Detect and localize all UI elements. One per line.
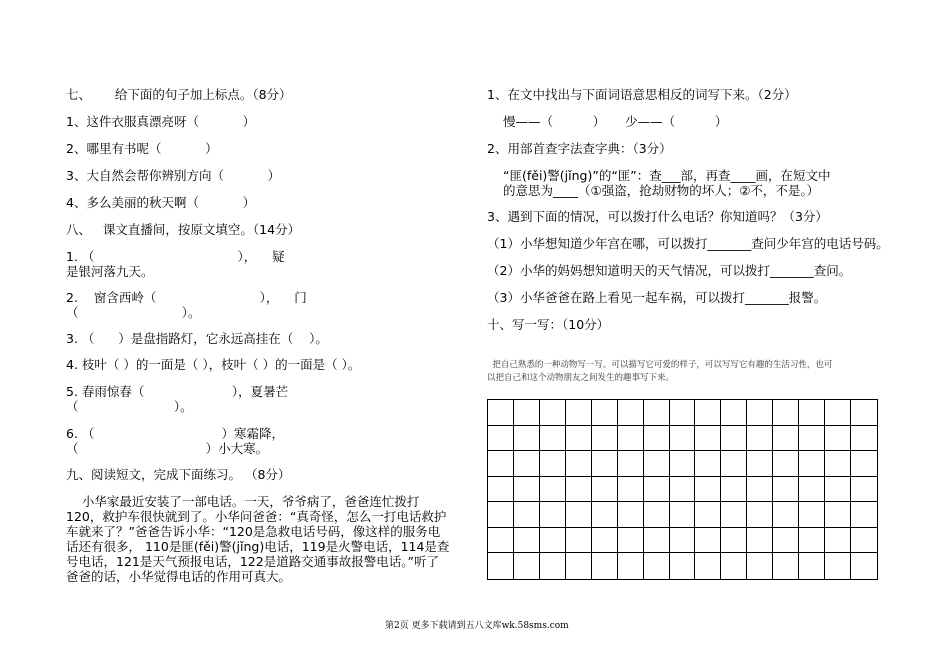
grid-cell[interactable]	[618, 528, 644, 554]
grid-cell[interactable]	[747, 426, 773, 452]
grid-cell[interactable]	[592, 528, 618, 554]
grid-cell[interactable]	[851, 502, 877, 528]
grid-cell[interactable]	[721, 451, 747, 477]
grid-cell[interactable]	[747, 477, 773, 503]
grid-cell[interactable]	[825, 502, 851, 528]
question-3: 3、遇到下面的情况，可以拨打什么电话？你知道吗？（3分）	[487, 209, 828, 224]
grid-cell[interactable]	[566, 502, 592, 528]
question-2-line2: 的意思为____（①强盗，抢劫财物的坏人；②不，不是。）	[503, 183, 820, 198]
passage-line: 爸爸的话，小华觉得电话的作用可真大。	[66, 569, 292, 584]
writing-grid[interactable]	[487, 399, 878, 580]
grid-cell[interactable]	[488, 528, 514, 554]
grid-cell[interactable]	[799, 528, 825, 554]
grid-cell[interactable]	[566, 400, 592, 426]
grid-cell[interactable]	[670, 400, 696, 426]
grid-cell[interactable]	[851, 477, 877, 503]
grid-cell[interactable]	[825, 426, 851, 452]
section-8-q1-line2: 是银河落九天。	[66, 264, 154, 279]
grid-cell[interactable]	[773, 528, 799, 554]
grid-cell[interactable]	[695, 528, 721, 554]
grid-cell[interactable]	[592, 451, 618, 477]
section-8-q4: 4. 枝叶（ ）的一面是（ ），枝叶（ ）的一面是（ ）。	[66, 357, 361, 372]
grid-cell[interactable]	[747, 451, 773, 477]
question-3-item-2: （2）小华的妈妈想知道明天的天气情况，可以拨打_______查问。	[487, 263, 852, 278]
passage-line: 车就来了？”爸爸告诉小华：“120是急救电话号码，像这样的服务电	[66, 524, 441, 539]
grid-cell[interactable]	[799, 451, 825, 477]
writing-prompt-line1: 把自己熟悉的一种动物写一写。可以描写它可爱的样子，可以写写它有趣的生活习性，也可	[487, 360, 833, 370]
grid-cell[interactable]	[618, 553, 644, 579]
grid-cell[interactable]	[514, 553, 540, 579]
grid-cell[interactable]	[799, 426, 825, 452]
grid-cell[interactable]	[670, 451, 696, 477]
grid-cell[interactable]	[592, 426, 618, 452]
section-8-title: 八、 课文直播间，按原文填空。（14分）	[66, 222, 301, 237]
passage-line: 120，救护车很快就到了。小华问爸爸：“真奇怪，怎么一打电话救护	[66, 509, 447, 524]
grid-cell[interactable]	[488, 400, 514, 426]
grid-cell[interactable]	[644, 477, 670, 503]
section-8-q5-line1: 5. 春雨惊春（ ），夏暑芒	[66, 384, 289, 399]
grid-cell[interactable]	[773, 400, 799, 426]
grid-cell[interactable]	[566, 477, 592, 503]
grid-cell[interactable]	[799, 502, 825, 528]
grid-cell[interactable]	[773, 426, 799, 452]
question-2: 2、用部首查字法查字典：（3分）	[487, 141, 672, 156]
grid-cell[interactable]	[721, 502, 747, 528]
grid-cell[interactable]	[514, 502, 540, 528]
grid-cell[interactable]	[540, 477, 566, 503]
grid-cell[interactable]	[670, 426, 696, 452]
grid-cell[interactable]	[851, 553, 877, 579]
grid-cell[interactable]	[670, 477, 696, 503]
grid-cell[interactable]	[773, 477, 799, 503]
grid-cell[interactable]	[618, 451, 644, 477]
grid-cell[interactable]	[695, 477, 721, 503]
grid-cell[interactable]	[799, 477, 825, 503]
section-7-title: 七、 给下面的句子加上标点。（8分）	[66, 87, 292, 102]
grid-cell[interactable]	[488, 477, 514, 503]
section-8-q2-line1: 2. 窗含西岭（ ）， 门	[66, 290, 307, 305]
grid-cell[interactable]	[592, 502, 618, 528]
grid-cell[interactable]	[721, 528, 747, 554]
grid-cell[interactable]	[514, 426, 540, 452]
grid-cell[interactable]	[488, 502, 514, 528]
writing-prompt-line2: 以把自己和这个动物朋友之间发生的趣事写下来。	[487, 373, 675, 383]
grid-cell[interactable]	[825, 451, 851, 477]
grid-cell[interactable]	[566, 451, 592, 477]
section-8-q3: 3. （ ）是盘指路灯，它永远高挂在（ ）。	[66, 331, 328, 346]
grid-cell[interactable]	[488, 451, 514, 477]
grid-cell[interactable]	[644, 528, 670, 554]
grid-cell[interactable]	[540, 426, 566, 452]
section-7-q2: 2、哪里有书呢（ ）	[66, 141, 218, 156]
section-7-q3: 3、大自然会帮你辨别方向（ ）	[66, 168, 281, 183]
section-8-q6-line1: 6. （ ）寒霜降，	[66, 426, 285, 441]
grid-cell[interactable]	[773, 451, 799, 477]
grid-cell[interactable]	[695, 426, 721, 452]
section-10-title: 十、写一写：（10分）	[487, 317, 610, 332]
question-1-blanks: 慢——（ ） 少——（ ）	[503, 114, 728, 129]
grid-cell[interactable]	[540, 502, 566, 528]
question-1: 1、在文中找出与下面词语意思相反的词写下来。（2分）	[487, 87, 797, 102]
grid-cell[interactable]	[540, 400, 566, 426]
grid-cell[interactable]	[514, 451, 540, 477]
grid-cell[interactable]	[592, 553, 618, 579]
grid-cell[interactable]	[825, 400, 851, 426]
grid-cell[interactable]	[514, 528, 540, 554]
grid-cell[interactable]	[825, 528, 851, 554]
grid-cell[interactable]	[644, 502, 670, 528]
grid-cell[interactable]	[851, 528, 877, 554]
grid-cell[interactable]	[721, 400, 747, 426]
grid-cell[interactable]	[540, 553, 566, 579]
passage-line: 话还有很多， 110是匪(fěi)警(jǐng)电话，119是火警电话，114是查	[66, 539, 450, 554]
grid-cell[interactable]	[540, 451, 566, 477]
grid-cell[interactable]	[721, 553, 747, 579]
section-9-title: 九、阅读短文，完成下面练习。 （8分）	[66, 467, 291, 482]
grid-cell[interactable]	[721, 477, 747, 503]
grid-cell[interactable]	[773, 553, 799, 579]
grid-cell[interactable]	[851, 451, 877, 477]
grid-cell[interactable]	[747, 553, 773, 579]
grid-cell[interactable]	[695, 502, 721, 528]
passage-line: 小华家最近安装了一部电话。一天，爷爷病了，爸爸连忙拨打	[66, 494, 420, 509]
grid-cell[interactable]	[747, 528, 773, 554]
section-8-q6-line2: （ ）小大寒。	[66, 441, 269, 456]
grid-cell[interactable]	[618, 502, 644, 528]
grid-cell[interactable]	[592, 477, 618, 503]
question-3-item-1: （1）小华想知道少年宫在哪，可以拨打_______查问少年宫的电话号码。	[487, 236, 889, 251]
question-2-line1: “匪(fěi)警(jǐng)”的“匪”：查___部，再查____画，在短文中	[503, 168, 831, 183]
grid-cell[interactable]	[566, 426, 592, 452]
grid-cell[interactable]	[851, 426, 877, 452]
page-footer: 第2页 更多下载请到五八文库wk.58sms.com	[385, 621, 569, 631]
grid-cell[interactable]	[566, 553, 592, 579]
question-3-item-3: （3）小华爸爸在路上看见一起车祸，可以拨打_______报警。	[487, 290, 827, 305]
grid-cell[interactable]	[514, 477, 540, 503]
grid-cell[interactable]	[773, 502, 799, 528]
section-8-q1-line1: 1. （ ）， 疑	[66, 249, 285, 264]
grid-cell[interactable]	[670, 528, 696, 554]
passage-line: 号电话，121是天气预报电话，122是道路交通事故报警电话。”听了	[66, 554, 439, 569]
grid-cell[interactable]	[644, 400, 670, 426]
grid-cell[interactable]	[618, 426, 644, 452]
grid-cell[interactable]	[566, 528, 592, 554]
grid-cell[interactable]	[799, 400, 825, 426]
grid-cell[interactable]	[825, 477, 851, 503]
grid-cell[interactable]	[695, 553, 721, 579]
grid-cell[interactable]	[540, 528, 566, 554]
grid-cell[interactable]	[695, 400, 721, 426]
grid-cell[interactable]	[695, 451, 721, 477]
grid-cell[interactable]	[799, 553, 825, 579]
grid-cell[interactable]	[592, 400, 618, 426]
section-7-q4: 4、多么美丽的秋天啊（ ）	[66, 195, 256, 210]
grid-cell[interactable]	[851, 400, 877, 426]
grid-cell[interactable]	[747, 400, 773, 426]
grid-cell[interactable]	[721, 426, 747, 452]
grid-cell[interactable]	[644, 426, 670, 452]
section-8-q2-line2: （ ）。	[66, 305, 201, 320]
grid-cell[interactable]	[644, 553, 670, 579]
section-7-q1: 1、这件衣服真漂亮呀（ ）	[66, 114, 256, 129]
grid-cell[interactable]	[488, 553, 514, 579]
grid-cell[interactable]	[644, 451, 670, 477]
grid-cell[interactable]	[618, 477, 644, 503]
grid-cell[interactable]	[670, 553, 696, 579]
grid-cell[interactable]	[747, 502, 773, 528]
grid-cell[interactable]	[825, 553, 851, 579]
grid-cell[interactable]	[618, 400, 644, 426]
grid-cell[interactable]	[670, 502, 696, 528]
grid-cell[interactable]	[488, 426, 514, 452]
grid-cell[interactable]	[514, 400, 540, 426]
section-8-q5-line2: （ ）。	[66, 399, 193, 414]
